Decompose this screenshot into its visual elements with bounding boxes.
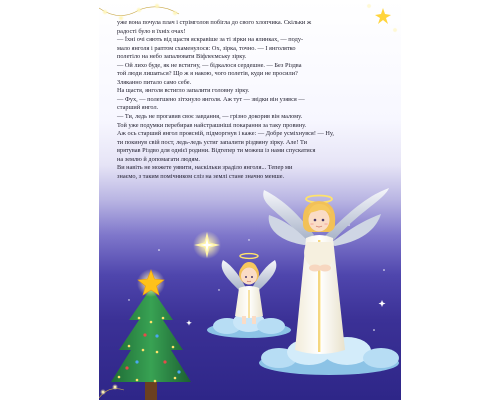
book-page: [99, 0, 401, 400]
text-line: — Ти, ледь не прогавив своє завдання, — грізно докорив він малому.: [117, 113, 303, 121]
text-line: полетіло на небо запалювати Віфлеємську зірку.: [117, 53, 247, 61]
text-line: старший янгол.: [117, 104, 159, 112]
text-line: Ви навіть не можете уявити, наскільки зраділо янголя... Тепер ми: [117, 164, 293, 172]
text-line: — Фух, — полегшено зітхнуло янголя. Аж тут — звідки він узявся —: [117, 95, 305, 103]
text-line: на землю й допомагати людям.: [117, 155, 200, 163]
text-line: знаємо, з таким помічником сліз на землі стане значно менше.: [117, 172, 285, 180]
text-line: Зляканно питало само себе.: [117, 78, 192, 86]
small-angel: [222, 254, 277, 324]
text-line: врятував Різдво для однієї родини. Відтепер ти можеш із нами спускатися: [117, 147, 316, 155]
text-line: — Ой лихо буде, як не встигну, — бідкалося сердешне. — Без Різдва: [117, 61, 302, 69]
christmas-tree: [111, 269, 191, 400]
text-line: уже вона почула плач і стрімголов побігла до свого хлопчика. Скільки ж: [117, 19, 312, 26]
text-line: мало янголя і раптом схаменулося: Ох, зірка, точно. — І янголятко: [117, 44, 296, 52]
garland-lights-bottom: [99, 384, 124, 398]
text-line: той люди лишаться? Що ж я накою, чого полетів, куди не просили?: [117, 70, 298, 78]
text-line: Аж ось старший янгол проясній, підморгнув і каже: — Добре усміхнувся! — Ну,: [117, 130, 335, 138]
text-line: радості було в їхніх очах!: [117, 27, 186, 35]
text-line: На щастя, янголя встигло запалити головну зірку.: [117, 87, 250, 95]
text-line: ти покинув свій пост, ледь-ледь устиг запалити різдвяну зірку. Але! Ти: [117, 138, 308, 146]
story-text: [117, 19, 382, 181]
text-line: — Їхні очі сяють від щастя яскравіше за ті зірки на ялинках, — поду-: [117, 36, 304, 44]
bethlehem-star-icon: [193, 231, 221, 259]
text-line: Той уже подумки перебирав найстрашніші покарання за таку провину.: [117, 121, 307, 129]
